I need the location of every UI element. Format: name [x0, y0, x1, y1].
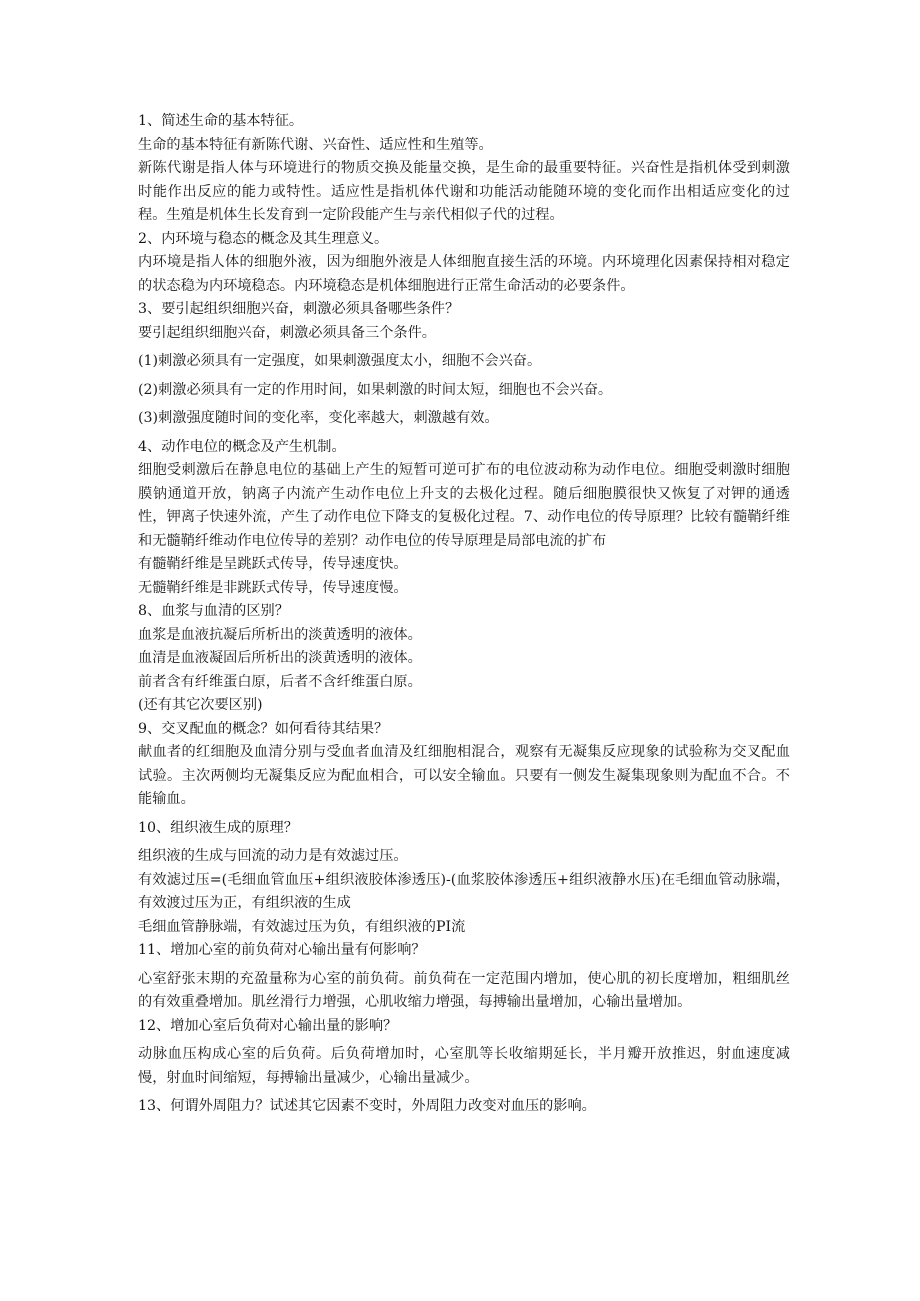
answer-paragraph: (还有其它次要区别): [138, 697, 263, 713]
question-12-heading: 12、增加心室后负荷对心输出量的影响？: [138, 1017, 398, 1034]
answer-paragraph: 献血者的红细胞及血清分别与受血者血清及红细胞相混合，观察有无凝集反应现象的试验称为交叉配血试验。主次两侧均无凝集反应为配血相合，可以安全输血。只要有一侧发生凝集现象则为配血不合。不能输血。: [138, 744, 790, 807]
condition-item: (3)刺激强度随时间的变化率，变化率越大，刺激越有效。: [138, 410, 499, 426]
answer-paragraph: 生命的基本特征有新陈代谢、兴奋性、适应性和生殖等。: [138, 136, 493, 153]
answer-paragraph: 有髓鞘纤维是呈跳跃式传导，传导速度快。: [138, 556, 408, 572]
answer-paragraph: 有效滤过压=(毛细血管血压+组织液胶体渗透压)-(血浆胶体渗透压+组织液静水压)在毛细血管动脉端，有效渡过压为正，有组织液的生成: [138, 871, 790, 911]
answer-paragraph: 血清是血液凝固后所析出的淡黄透明的液体。: [138, 650, 422, 666]
question-13-heading: 13、何谓外周阻力？试述其它因素不变时，外周阻力改变对血压的影响。: [138, 1098, 596, 1114]
answer-paragraph: 心室舒张末期的充盈量称为心室的前负荷。前负荷在一定范围内增加，使心肌的初长度增加，粗细肌丝的有效重叠增加。肌丝滑行力增强，心肌收缩力增强，每搏输出量增加，心输出量增加。: [138, 970, 790, 1010]
condition-item: (1)刺激必须具有一定强度，如果刺激强度太小，细胞不会兴奋。: [138, 353, 542, 369]
question-11-heading: 11、增加心室的前负荷对心输出量有何影响？: [138, 942, 426, 958]
answer-paragraph: 前者含有纤维蛋白原，后者不含纤维蛋白原。: [138, 673, 422, 690]
condition-item: (2)刺激必须具有一定的作用时间，如果刺激的时间太短，细胞也不会兴奋。: [138, 381, 613, 398]
question-8-heading: 8、血浆与血清的区别？: [138, 603, 289, 619]
question-2-heading: 2、内环境与稳态的概念及其生理意义。: [138, 230, 389, 247]
question-1-heading: 1、简述生命的基本特征。: [138, 113, 304, 129]
question-4-heading: 4、动作电位的概念及产生机制。: [138, 438, 346, 455]
answer-paragraph: 细胞受刺激后在静息电位的基础上产生的短暂可逆可扩布的电位波动称为动作电位。细胞受刺激时细胞膜钠通道开放，钠离子内流产生动作电位上升支的去极化过程。随后细胞膜很快又恢复了对钾的通透性，钾离子快速外流，产生了动作电位下降支的复极化过程。7、动作电位的传导原理？比较有髓鞘纤维和无髓鞘纤维动作电位传导的差别？动作电位的传导原理是局部电流的扩布: [138, 462, 790, 549]
answer-paragraph: 内环境是指人体的细胞外液，因为细胞外液是人体细胞直接生活的环境。内环境理化因素保持相对稳定的状态稳为内环境稳态。内环境稳态是机体细胞进行正常生命活动的必要条件。: [138, 254, 790, 294]
document-body: [138, 110, 790, 1119]
answer-paragraph: 新陈代谢是指人体与环境进行的物质交换及能量交换，是生命的最重要特征。兴奋性是指机体受到刺激时能作出反应的能力或特性。适应性是指机体代谢和功能活动能随环境的变化而作出相适应变化的过程。生殖是机体生长发育到一定阶段能产生与亲代相似子代的过程。: [138, 160, 790, 223]
answer-paragraph: 无髓鞘纤维是非跳跃式传导，传导速度慢。: [138, 579, 408, 596]
answer-paragraph: 要引起组织细胞兴奋，刺激必须具备三个条件。: [138, 324, 436, 341]
question-10-heading: 10、组织液生成的原理？: [138, 819, 298, 836]
answer-paragraph: 组织液的生成与回流的动力是有效滤过压。: [138, 848, 408, 864]
answer-paragraph: 动脉血压构成心室的后负荷。后负荷增加时，心室肌等长收缩期延长，半月瓣开放推迟，射血速度减慢，射血时间缩短，每搏输出量减少，心输出量减少。: [138, 1046, 790, 1086]
answer-paragraph: 毛细血管静脉端，有效滤过压为负，有组织液的PI流: [138, 918, 466, 935]
answer-paragraph: 血浆是血液抗凝后所析出的淡黄透明的液体。: [138, 626, 422, 643]
question-3-heading: 3、要引起组织细胞兴奋，刺激必须具备哪些条件？: [138, 301, 460, 317]
question-9-heading: 9、交叉配血的概念？如何看待其结果？: [138, 720, 389, 737]
